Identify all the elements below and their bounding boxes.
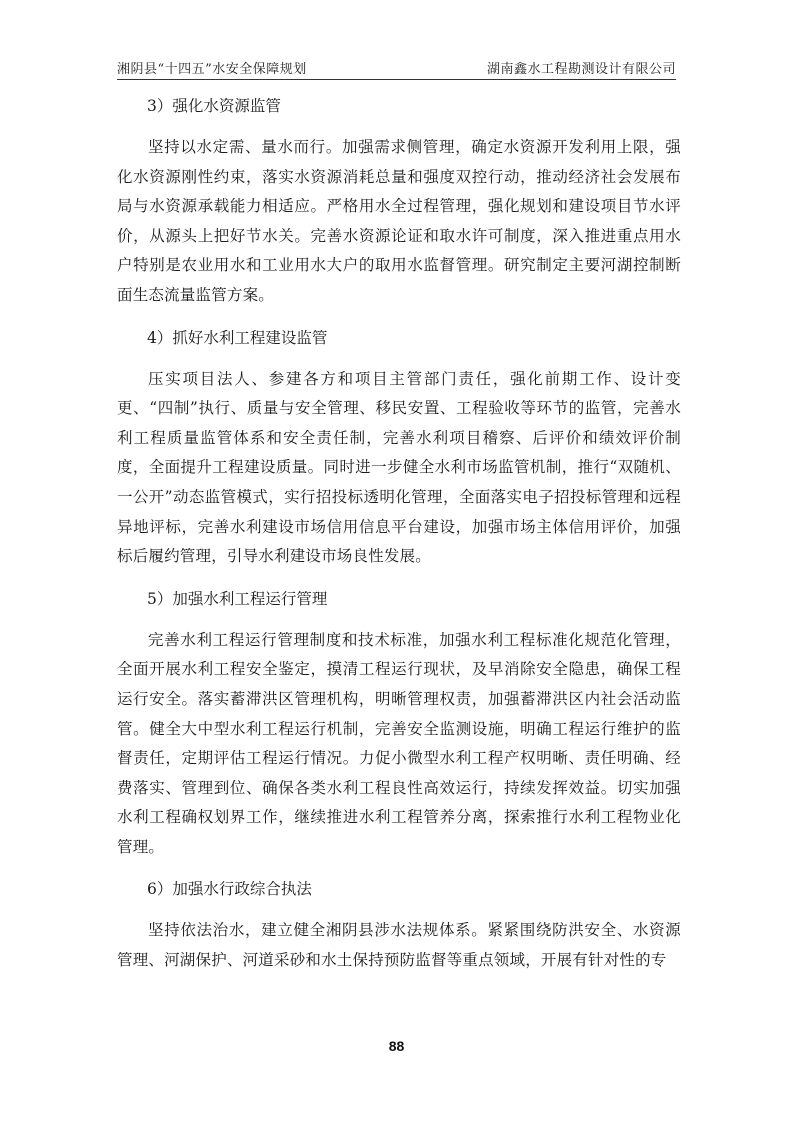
organization-name: 湖南鑫水工程勘测设计有限公司 [486,62,676,77]
section-heading-4: 4）抓好水利工程建设监管 [147,328,328,347]
section-paragraph-6: 坚持依法治水，建立健全湘阴县涉水法规体系。紧紧围绕防洪安全、水资源管理、河湖保护、河道采砂和水土保持预防监督等重点领域，开展有针对性的专 [117,921,681,970]
running-header [117,57,676,77]
document-title: 湘阴县“十四五”水安全保障规划 [117,62,307,77]
page-body [117,93,681,990]
page-number: 88 [388,1038,405,1054]
section-heading-3: 3）强化水资源监管 [147,97,281,115]
header-divider [117,79,676,80]
section-paragraph-3: 坚持以水定需、量水而行。加强需求侧管理，确定水资源开发利用上限，强化水资源刚性约束，落实水资源消耗总量和强度双控行动，推动经济社会发展布局与水资源承载能力相适应。严格用水全过程管理，强化规划和建设项目节水评价，从源头上把好节水关。完善水资源论证和取水许可制度，深入推进重点用水户特别是农业用水和工业用水大户的取用水监督管理。研究制定主要河湖控制断面生态流量监管方案。 [117,138,681,304]
section-heading-5: 5）加强水利工程运行管理 [147,589,328,608]
section-paragraph-5: 完善水利工程运行管理制度和技术标准，加强水利工程标准化规范化管理，全面开展水利工程安全鉴定，摸清工程运行现状，及早消除安全隐患，确保工程运行安全。落实蓄滞洪区管理机构，明晰管理权责，加强蓄滞洪区内社会活动监管。健全大中型水利工程运行机制，完善安全监测设施，明确工程运行维护的监督责任，定期评估工程运行情况。力促小微型水利工程产权明晰、责任明确、经费落实、管理到位、确保各类水利工程良性高效运行，持续发挥效益。切实加强水利工程确权划界工作，继续推进水利工程管养分离，探索推行水利工程物业化管理。 [117,630,681,856]
section-paragraph-4: 压实项目法人、参建各方和项目主管部门责任，强化前期工作、设计变更、“四制”执行、质量与安全管理、移民安置、工程验收等环节的监管，完善水利工程质量监管体系和安全责任制，完善水利项目稽察、后评价和绩效评价制度，全面提升工程建设质量。同时进一步健全水利市场监管机制，推行“双随机、一公开”动态监管模式，实行招投标透明化管理，全面落实电子招投标管理和远程异地评标，完善水利建设市场信用信息平台建设，加强市场主体信用评价，加强标后履约管理，引导水利建设市场良性发展。 [117,369,681,566]
section-heading-6: 6）加强水行政综合执法 [147,880,312,899]
